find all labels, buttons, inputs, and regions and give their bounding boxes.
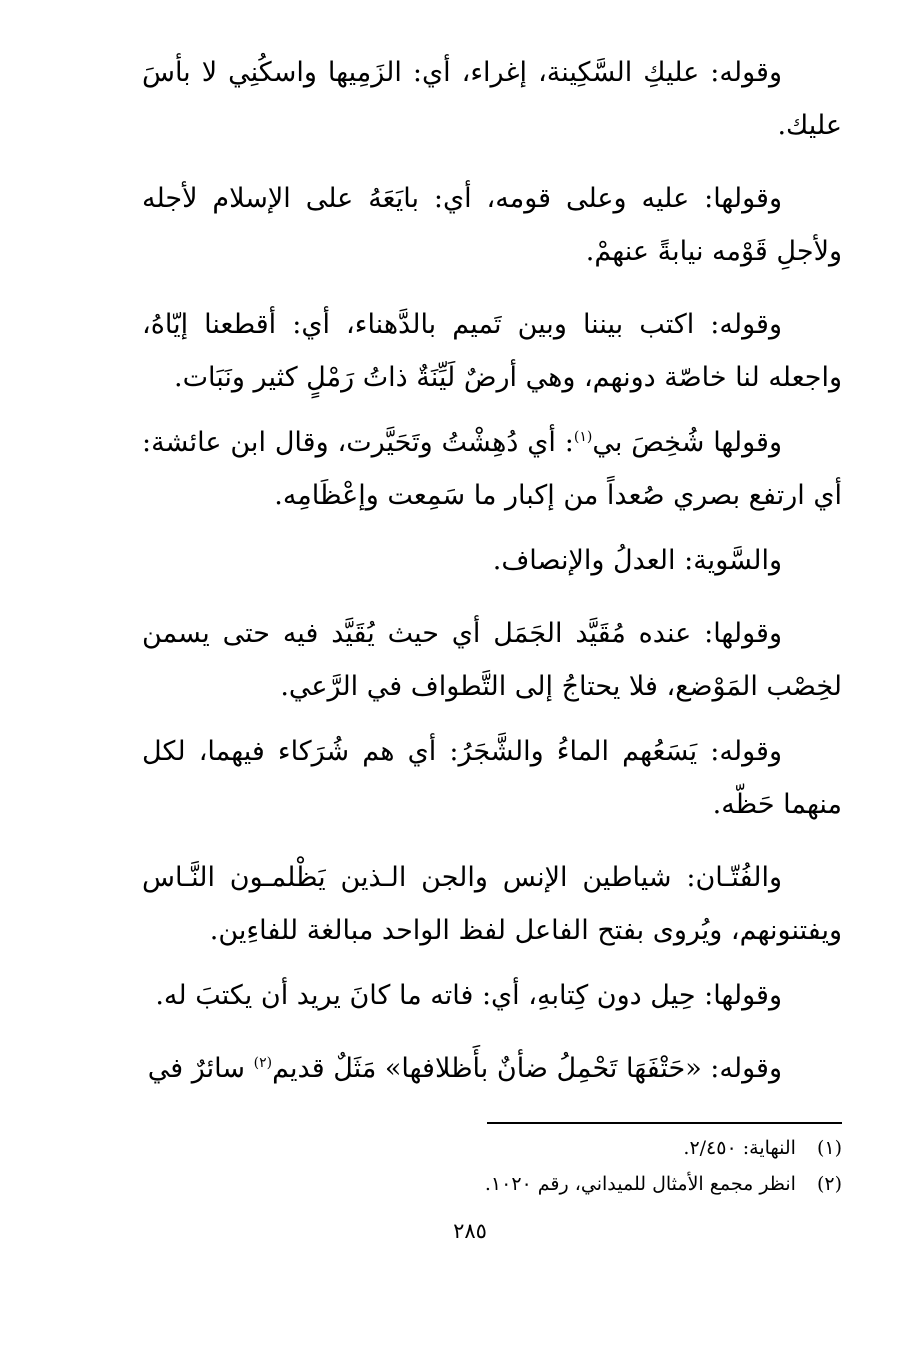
footnote-number: (١) (816, 1137, 842, 1159)
footnote-number: (٢) (816, 1173, 842, 1195)
paragraph-shukhisa-part2: : أي دُهِشْتُ وتَحَيَّرت، وقال ابن عائشة: أي ارتفع بصري صُعداً من إكبار ما سَمِعت وإعْظَامِه. (142, 427, 842, 511)
paragraph-sakina: وقوله: عليكِ السَّكِينة، إغراء، أي: الزَمِيها واسكُنِي لا بأسَ عليك. (142, 57, 842, 141)
footnote-1 (142, 1130, 842, 1166)
paragraph-hatfaha (142, 1042, 842, 1095)
paragraph-sawiyya: والسَّوية: العدلُ والإنصاف. (492, 545, 782, 576)
footnote-ref-1: (١) (573, 429, 593, 445)
paragraph-shukhisa-part1: وقولها شُخِصَ بي (592, 427, 782, 458)
paragraph-hatfaha-part2: سائرٌ في (147, 1053, 254, 1084)
page-number: ٢٨٥ (453, 1219, 487, 1243)
paragraph-muqayyad: وقولها: عنده مُقَيَّد الجَمَل أي حيث يُقَيَّد فيه حتى يسمن لخِصْب المَوْضع، فلا يحتاجُ إلى التَّطواف في الرَّعي. (142, 618, 842, 702)
footnotes (142, 1130, 842, 1202)
paragraph-shukhisa (142, 416, 842, 522)
main-text (142, 46, 842, 1095)
footnote-text: النهاية: ٢/٤٥٠. (683, 1137, 796, 1159)
paragraph-hatfaha-part1: وقوله: «حَتْفَهَا تَحْمِلُ ضأنٌ بأَظلافها» مَثَلٌ قديم (272, 1053, 782, 1084)
footnote-2 (142, 1166, 842, 1202)
paragraph-dahnaa: وقوله: اكتب بيننا وبين تَميم بالدَّهناء، أي: أقطعنا إيّاهُ، واجعله لنا خاصّة دونهم، وهي أرضٌ لَيِّنَةٌ ذاتُ رَمْلٍ كثير ونَبَات. (142, 309, 842, 393)
paragraph-futtan: والفُتّـان: شياطين الإنس والجن الـذين يَظْلمـون النَّـاس ويفتنونهم، ويُروى بفتح الفاعل لفظ الواحد مبالغة للفاءِين. (142, 862, 842, 946)
footnote-text: انظر مجمع الأمثال للميداني، رقم ١٠٢٠. (484, 1173, 796, 1195)
footnote-ref-2: (٢) (253, 1055, 273, 1071)
footnote-divider (487, 1122, 842, 1124)
paragraph-hila: وقولها: حِيل دون كِتابهِ، أي: فاته ما كانَ يريد أن يكتبَ له. (155, 980, 782, 1011)
paragraph-yasauhum: وقوله: يَسَعُهم الماءُ والشَّجَرُ: أي هم شُرَكاء فيهما، لكل منهما حَظّه. (142, 736, 842, 820)
paragraph-bayaah: وقولها: عليه وعلى قومه، أي: بايَعَهُ على الإسلام لأجله ولأجلِ قَوْمه نيابةً عنهمْ. (142, 183, 842, 267)
